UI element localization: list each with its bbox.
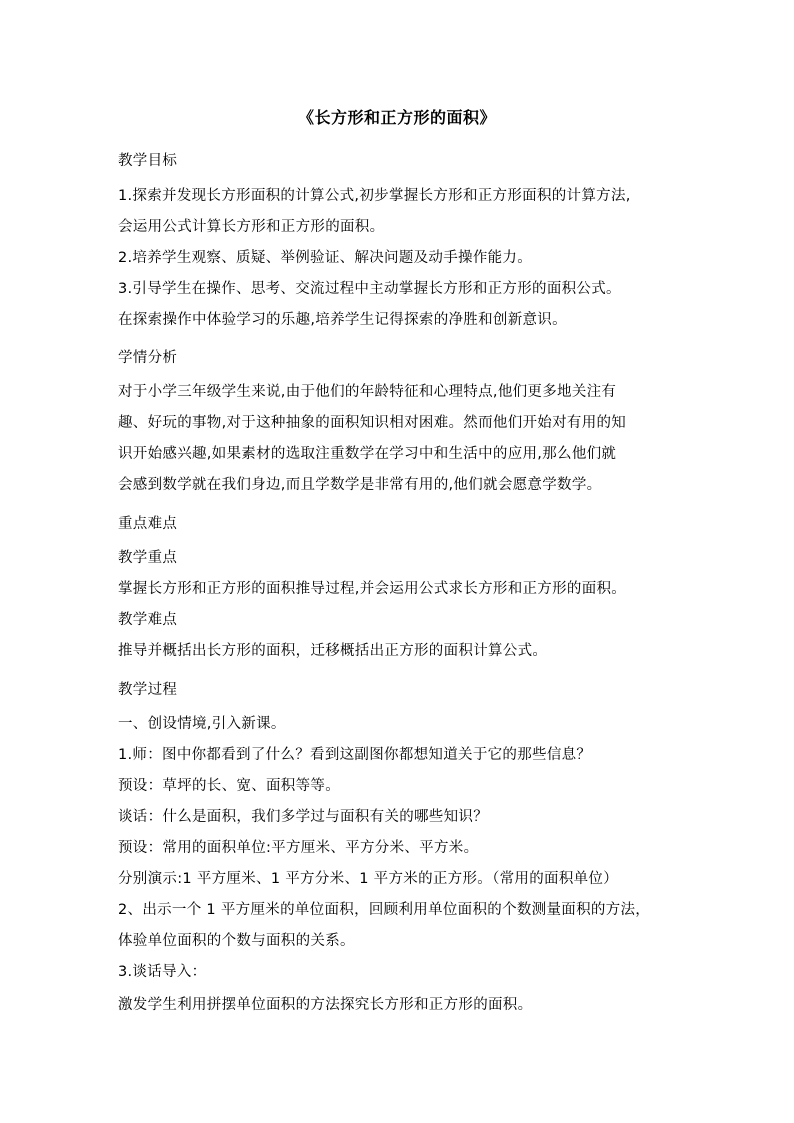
paragraph-line: 激发学生利用拼摆单位面积的方法探究长方形和正方形的面积。 [118, 997, 533, 1013]
paragraph-line: 2.培养学生观察、质疑、举例验证、解决问题及动手操作能力。 [118, 250, 533, 266]
heading-key-difficult-points: 重点难点 [118, 516, 178, 532]
paragraph-line: 预设：草坪的长、宽、面积等等。 [118, 778, 340, 794]
heading-teaching-process: 教学过程 [118, 682, 178, 698]
subheading-key-points: 教学重点 [118, 550, 178, 566]
subheading-difficult-points: 教学难点 [118, 612, 178, 628]
paragraph-line: 预设：常用的面积单位:平方厘米、平方分米、平方米。 [118, 840, 479, 856]
paragraph-line: 掌握长方形和正方形的面积推导过程,并会运用公式求长方形和正方形的面积。 [118, 581, 627, 597]
paragraph-line: 识开始感兴趣,如果素材的选取注重数学在学习中和生活中的应用,那么他们就 [118, 446, 617, 462]
paragraph-line: 趣、好玩的事物,对于这种抽象的面积知识相对困难。然而他们开始对有用的知 [118, 415, 627, 431]
paragraph-line: 体验单位面积的个数与面积的关系。 [118, 933, 355, 949]
paragraph-line: 3.引导学生在操作、思考、交流过程中主动掌握长方形和正方形的面积公式。 [118, 281, 621, 297]
paragraph-line: 分别演示:1 平方厘米、1 平方分米、1 平方米的正方形。（常用的面积单位） [118, 871, 619, 887]
paragraph-line: 推导并概括出长方形的面积，迁移概括出正方形的面积计算公式。 [118, 643, 548, 659]
paragraph-line: 3.谈话导入： [118, 964, 207, 980]
paragraph-line: 会感到数学就在我们身边,而且学数学是非常有用的,他们就会愿意学数学。 [118, 477, 602, 493]
paragraph-line: 1.探索并发现长方形面积的计算公式,初步掌握长方形和正方形面积的计算方法, [118, 188, 631, 204]
paragraph-line: 一、创设情境,引入新课。 [118, 716, 286, 732]
paragraph-line: 谈话：什么是面积，我们多学过与面积有关的哪些知识？ [118, 809, 488, 825]
paragraph-line: 2、出示一个 1 平方厘米的单位面积，回顾利用单位面积的个数测量面积的方法， [118, 902, 651, 918]
paragraph-line: 对于小学三年级学生来说,由于他们的年龄特征和心理特点,他们更多地关注有 [118, 384, 617, 400]
paragraph-line: 会运用公式计算长方形和正方形的面积。 [118, 219, 385, 235]
paragraph-line: 在探索操作中体验学习的乐趣,培养学生记得探索的净胜和创新意识。 [118, 312, 567, 328]
paragraph-line: 1.师：图中你都看到了什么？看到这副图你都想知道关于它的那些信息？ [118, 747, 592, 763]
heading-student-analysis: 学情分析 [118, 350, 178, 366]
heading-teaching-goals: 教学目标 [118, 153, 178, 169]
document-title: 《长方形和正方形的面积》 [297, 108, 496, 127]
